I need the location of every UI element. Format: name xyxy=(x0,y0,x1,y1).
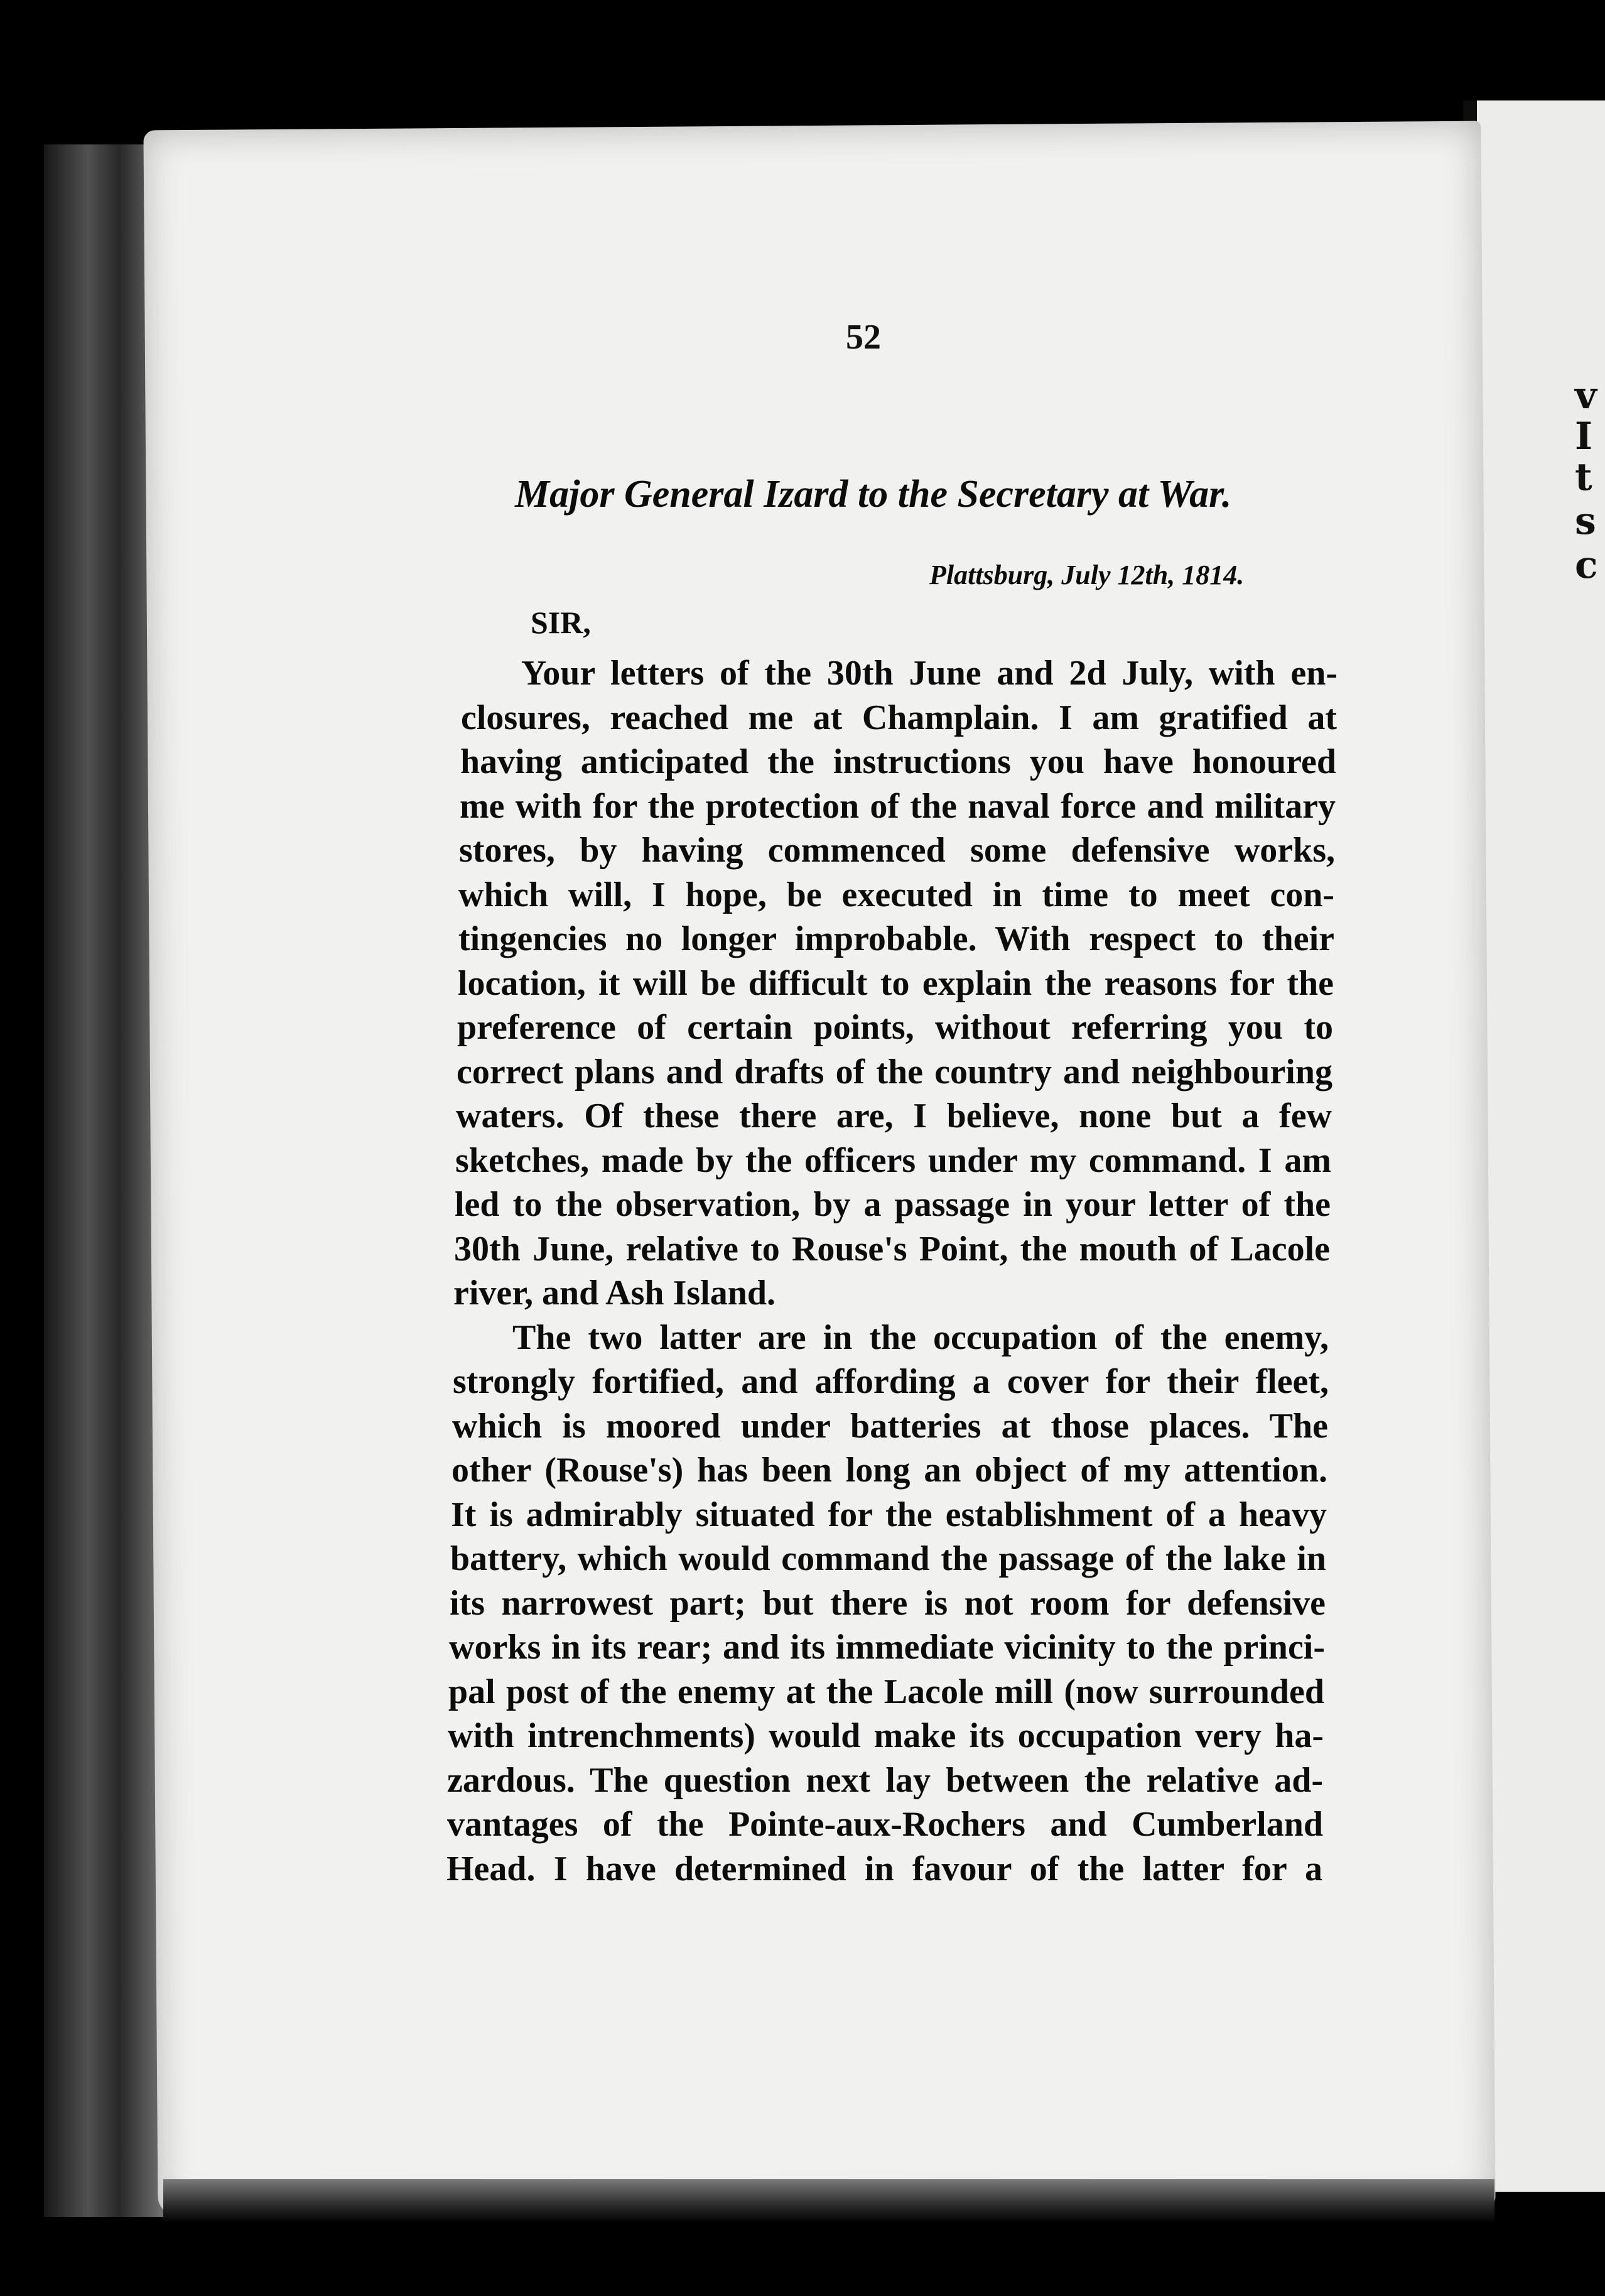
body-line: works in its rear; and its immediate vicinity to the princi- xyxy=(449,1628,1325,1667)
body-line: tingencies no longer improbable. With respect to their xyxy=(458,919,1334,958)
salutation: SIR, xyxy=(531,605,591,640)
facing-page-char: v xyxy=(1575,374,1597,418)
body-line: It is admirably situated for the establishment of a heavy xyxy=(451,1495,1327,1534)
body-line: strongly fortified, and affording a cover for their fleet, xyxy=(453,1362,1329,1401)
body-line: which is moored under batteries at those places. The xyxy=(452,1407,1328,1446)
page-number: 52 xyxy=(846,318,881,357)
body-line: The two latter are in the occupation of the enemy, xyxy=(512,1318,1329,1357)
body-line: me with for the protection of the naval force and military xyxy=(460,787,1336,826)
body-line: waters. Of these there are, I believe, none but a few xyxy=(456,1097,1332,1135)
body-line: river, and Ash Island. xyxy=(453,1274,775,1313)
body-line: 30th June, relative to Rouse's Point, the mouth of Lacole xyxy=(454,1230,1330,1269)
facing-page-char: s xyxy=(1575,499,1596,543)
body-line: with intrenchments) would make its occupation very ha- xyxy=(448,1716,1324,1755)
body-line: its narrowest part; but there is not room for defensive xyxy=(450,1584,1326,1623)
body-line: vantages of the Pointe-aux-Rochers and Cumberland xyxy=(447,1805,1323,1844)
body-line: other (Rouse's) has been long an object of my attention. xyxy=(451,1451,1327,1490)
body-line: pal post of the enemy at the Lacole mill (now surrounded xyxy=(448,1672,1324,1711)
body-line: closures, reached me at Champlain. I am gratified at xyxy=(461,698,1337,737)
facing-page-char: t xyxy=(1575,455,1592,499)
body-line: Your letters of the 30th June and 2d July, with en- xyxy=(521,654,1338,693)
facing-page-char: I xyxy=(1575,414,1593,458)
body-line: stores, by having commenced some defensive works, xyxy=(459,831,1335,870)
body-line: battery, which would command the passage of the lake in xyxy=(450,1539,1326,1578)
facing-page-char: c xyxy=(1575,543,1598,587)
letter-heading: Major General Izard to the Secretary at War. xyxy=(515,473,1232,516)
body-line: led to the observation, by a passage in your letter of the xyxy=(455,1185,1331,1224)
body-line: sketches, made by the officers under my command. I am xyxy=(455,1141,1331,1180)
body-line: preference of certain points, without referring you to xyxy=(457,1008,1333,1047)
body-line: having anticipated the instructions you have honoured xyxy=(460,742,1336,781)
body-line: which will, I hope, be executed in time to meet con- xyxy=(458,875,1334,914)
dateline: Plattsburg, July 12th, 1814. xyxy=(929,560,1245,590)
body-line: location, it will be difficult to explain the reasons for the xyxy=(458,964,1334,1003)
body-line: correct plans and drafts of the country and neighbouring xyxy=(457,1053,1332,1091)
body-line: zardous. The question next lay between the relative ad- xyxy=(447,1761,1323,1800)
body-line: Head. I have determined in favour of the latter for a xyxy=(446,1849,1322,1888)
book-edge-bottom xyxy=(163,2179,1494,2223)
